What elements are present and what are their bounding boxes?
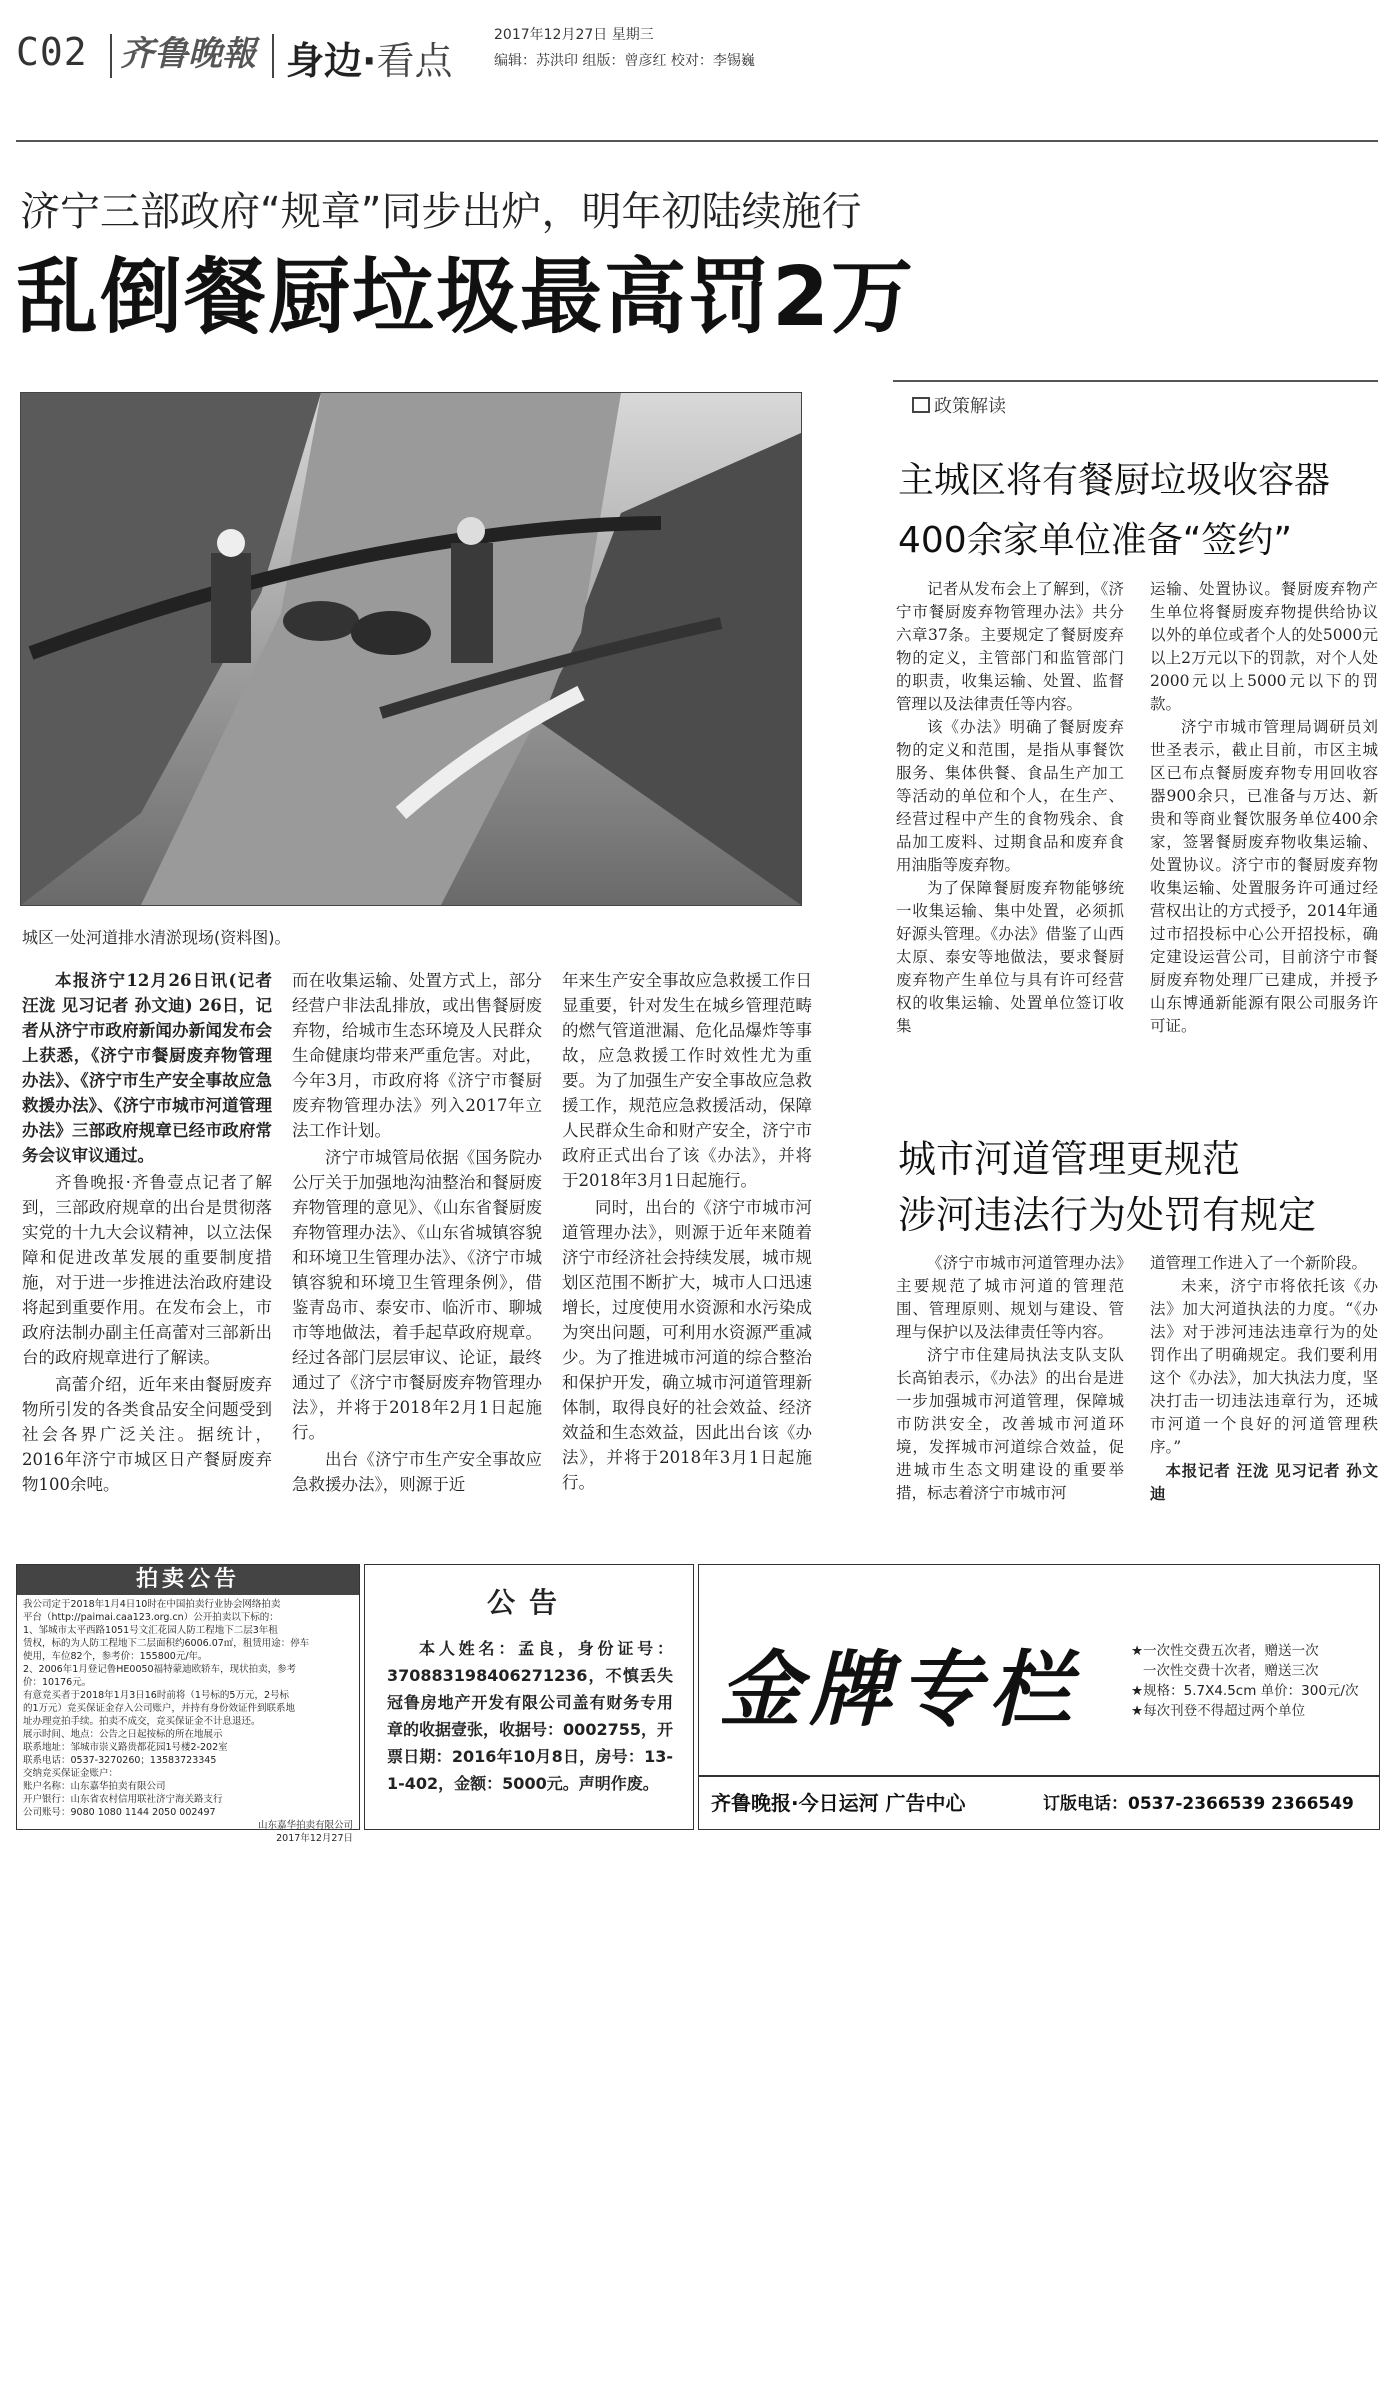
paragraph: 该《办法》明确了餐厨废弃物的定义和范围，是指从事餐饮服务、集体供餐、食品生产加工等活动的单位和个人，在生产、经营过程中产生的食物残余、食品加工废料、过期食品和废弃食用油脂等废弃物。: [896, 718, 1124, 874]
paragraph: 记者从发布会上了解到，《济宁市餐厨废弃物管理办法》共分六章37条。主要规定了餐厨废弃物的定义，主管部门和监管部门的职责，收集运输、处置、监督管理以及法律责任等内容。: [896, 580, 1124, 713]
auction-line: 联系电话：0537-3270260；13583723345: [23, 1755, 217, 1766]
article-subtitle: 济宁三部政府“规章”同步出炉，明年初陆续施行: [20, 189, 862, 235]
sidebar-headline-1: 主城区将有餐厨垃圾收容器: [898, 460, 1331, 501]
newspaper-logo: 齐鲁晚報: [120, 34, 256, 74]
auction-signature: 山东嘉华拍卖有限公司: [257, 1820, 353, 1831]
sidebar-headline-2: 400余家单位准备“签约”: [898, 520, 1293, 561]
header-rule: [16, 140, 1378, 142]
gold-ad-term: ★规格：5.7X4.5cm 单价：300元/次: [1131, 1683, 1359, 1699]
auction-line: 我公司定于2018年1月4日10时在中国拍卖行业协会网络拍卖: [23, 1599, 281, 1610]
gold-ad-term: ★每次刊登不得超过两个单位: [1131, 1703, 1306, 1719]
paragraph: 未来，济宁市将依托该《办法》加大河道执法的力度。“《办法》对于涉河违法违章行为的处罚作出了明确规定。我们要利用这个《办法》，加大执法力度，坚决打击一切违法违章行为，还城市河道一个良好的河道管理秩序。”: [1150, 1277, 1378, 1456]
auction-line: 价：10176元。: [23, 1677, 92, 1688]
photo-caption: 城区一处河道排水清淤现场(资料图)。: [22, 928, 291, 947]
article-column-2: [292, 968, 542, 1499]
section-title: [286, 30, 452, 85]
auction-date: 2017年12月27日: [276, 1833, 353, 1844]
paragraph: 《济宁市城市河道管理办法》主要规范了城市河道的管理范围、管理原则、规划与建设、管理与保护以及法律责任等内容。: [896, 1254, 1124, 1341]
sidebar-s2-right: [1150, 1252, 1378, 1505]
article-headline: 乱倒餐厨垃圾最高罚2万: [16, 250, 916, 345]
auction-line: 赁权，标的为人防工程地下二层面积约6006.07㎡，租赁用途：停车: [23, 1638, 310, 1649]
page-number: C02: [16, 30, 88, 74]
notice-title: 公告: [486, 1586, 571, 1619]
paragraph: 年来生产安全事故应急救援工作日显重要，针对发生在城乡管理范畴的燃气管道泄漏、危化品爆炸等事故，应急救援工作时效性尤为重要。为了加强生产安全事故应急救援工作，规范应急救援活动，保障人民群众生命和财产安全，济宁市政府正式出台了该《办法》，并将于2018年3月1日起施行。: [562, 971, 812, 1190]
gold-ad-footer-left: 齐鲁晚报·今日运河 广告中心: [711, 1791, 966, 1815]
sidebar-s1-left: [896, 578, 1124, 1038]
paragraph: 而在收集运输、处置方式上，部分经营户非法乱排放，或出售餐厨废弃物，给城市生态环境及人民群众生命健康均带来严重危害。对此，今年3月，市政府将《济宁市餐厨废弃物管理办法》列入2017年立法工作计划。: [292, 971, 542, 1140]
sidebar-kicker: [912, 392, 1006, 418]
auction-line: 账户名称：山东嘉华拍卖有限公司: [23, 1781, 166, 1792]
notice-body: 本人姓名：孟良，身份证号：370883198406271236，不慎丢失冠鲁房地产开发有限公司盖有财务专用章的收据壹张，收据号：0002755，开票日期：2016年10月8日，房号：13-1-402，金额：5000元。声明作废。: [387, 1639, 673, 1793]
page-header: [16, 22, 1378, 82]
issue-date: 2017年12月27日 星期三: [494, 27, 654, 43]
article-column-3: [562, 968, 812, 1497]
paragraph: 济宁市城市管理局调研员刘世圣表示，截止目前，市区主城区已布点餐厨废弃物专用回收容器900余只，已准备与万达、新贵和等商业餐饮服务单位400余家，签署餐厨废弃物收集运输、处置协议。济宁市的餐厨废弃物收集运输、处置服务许可通过经营权出让的方式授予，2014年通过市招投标中心公开招投标，确定建设运营公司，目前济宁市餐厨废弃物处理厂已建成，并授予山东博通新能源有限公司服务许可证。: [1150, 718, 1378, 1035]
auction-line: 公司账号：9080 1080 1144 2050 002497: [23, 1807, 216, 1818]
auction-title: 拍卖公告: [17, 1565, 359, 1595]
gold-ad-term: 一次性交费十次者，赠送三次: [1143, 1663, 1319, 1679]
paragraph: 齐鲁晚报·齐鲁壹点记者了解到，三部政府规章的出台是贯彻落实党的十九大会议精神，以立法保障和促进改革发展的重要制度措施，对于进一步推进法治政府建设将起到重要作用。在发布会上，市政府法制办副主任高蕾对三部新出台的政府规章进行了解读。: [22, 1173, 272, 1367]
auction-line: 2、2006年1月登记鲁HE0050福特蒙迪欧轿车，现状拍卖，参考: [23, 1664, 297, 1675]
paragraph: 运输、处置协议。餐厨废弃物产生单位将餐厨废弃物提供给协议以外的单位或者个人的处5000元以上2万元以下的罚款，对个人处2000元以上5000元以下的罚款。: [1150, 580, 1378, 713]
header-divider: [110, 34, 112, 78]
gold-ad-footer-right: 订版电话：0537-2366539 2366549: [1043, 1794, 1354, 1814]
sidebar-top-rule: [893, 380, 1378, 382]
sidebar-s2-left: [896, 1252, 1124, 1505]
auction-line: 的1万元）竞买保证金存入公司账户，并持有身份效证件到联系地: [23, 1703, 296, 1714]
auction-line: 展示时间、地点：公告之日起按标的所在地展示: [23, 1729, 223, 1740]
header-divider: [272, 34, 274, 78]
section-title-b: 看点: [376, 39, 453, 83]
section-title-sep: ·: [362, 39, 377, 83]
auction-line: 有意竞买者于2018年1月3日16时前将（1号标的5万元，2号标: [23, 1690, 289, 1701]
auction-line: 平台（http://paimai.caa123.org.cn）公开拍卖以下标的：: [23, 1612, 279, 1623]
paragraph: 同时，出台的《济宁市城市河道管理办法》，则源于近年来随着济宁市经济社会持续发展，城市规划区范围不断扩大，城市人口迅速增长，过度使用水资源和水污染成为突出问题，可利用水资源严重减少。为了推进城市河道的综合整治和保护开发，确立城市河道管理新体制，取得良好的社会效益、经济效益和生态效益，因此出台该《办法》，并将于2018年3月1日起施行。: [562, 1198, 812, 1492]
sidebar-s1-right: [1150, 578, 1378, 1038]
auction-line: 交纳竞买保证金账户：: [23, 1768, 119, 1779]
box-icon: [912, 397, 930, 413]
auction-line: 开户银行：山东省农村信用联社济宁海关路支行: [23, 1794, 223, 1805]
staff-credits: 编辑：苏洪印 组版：曾彦红 校对：李锡巍: [494, 53, 755, 69]
paragraph: 济宁市城管局依据《国务院办公厅关于加强地沟油整治和餐厨废弃物管理的意见》、《山东省餐厨废弃物管理办法》、《山东省城镇容貌和环境卫生管理办法》、《济宁市城镇容貌和环境卫生管理条例》，借鉴青岛市、泰安市、临沂市、聊城市等地做法，着手起草政府规章。经过各部门层层审议、论证，最终通过了《济宁市餐厨废弃物管理办法》，并将于2018年2月1日起施行。: [292, 1148, 542, 1442]
gold-ad-divider: [699, 1775, 1379, 1777]
paragraph: 高蕾介绍，近年来由餐厨废弃物所引发的各类食品安全问题受到社会各界广泛关注。据统计，2016年济宁市城区日产餐厨废弃物100余吨。: [22, 1375, 272, 1494]
public-notice: [364, 1564, 694, 1830]
sidebar-headline-4: 涉河违法行为处罚有规定: [898, 1193, 1317, 1237]
auction-body: [17, 1595, 359, 1848]
auction-line: 使用，车位82个，参考价：155800元/年。: [23, 1651, 208, 1662]
paragraph: 出台《济宁市生产安全事故应急救援办法》，则源于近: [292, 1450, 542, 1494]
gold-ad-title: 金牌专栏: [719, 1642, 1079, 1738]
paragraph: 本报济宁12月26日讯(记者 汪泷 见习记者 孙文迪) 26日，记者从济宁市政府新闻办新闻发布会上获悉，《济宁市餐厨废弃物管理办法》、《济宁市生产安全事故应急救援办法》、《济宁市城市河道管理办法》三部政府规章已经市政府常务会议审议通过。: [22, 971, 272, 1165]
auction-line: 址办理竞拍手续。拍卖不成交，竞买保证金不计息退还。: [23, 1716, 261, 1727]
article-column-1: [22, 968, 272, 1499]
byline: 本报记者 汪泷 见习记者 孙文迪: [1150, 1461, 1378, 1503]
auction-notice: [16, 1564, 360, 1844]
sidebar-headline-3: 城市河道管理更规范: [898, 1137, 1241, 1181]
sidebar-kicker-label: 政策解读: [934, 396, 1006, 417]
paragraph: 为了保障餐厨废弃物能够统一收集运输、集中处置，必须抓好源头管理。《办法》借鉴了山西太原、泰安等地做法，要求餐厨废弃物产生单位与具有许可经营权的收集运输、处置单位签订收集: [896, 879, 1124, 1035]
section-title-a: 身边: [286, 39, 363, 83]
gold-ad-terms: [1131, 1641, 1358, 1721]
news-photo: [20, 392, 802, 906]
auction-line: 联系地址：邹城市崇义路贵都花园1号楼2-202室: [23, 1742, 228, 1753]
gold-ad-term: ★一次性交费五次者，赠送一次: [1131, 1643, 1319, 1659]
paragraph: 济宁市住建局执法支队支队长高铂表示，《办法》的出台是进一步加强城市河道管理，保障城市防洪安全，改善城市河道环境，发挥城市河道综合效益，促进城市生态文明建设的重要举措，标志着济宁市城市河: [896, 1346, 1124, 1502]
gold-column-ad: [698, 1564, 1380, 1830]
paragraph: 道管理工作进入了一个新阶段。: [1150, 1254, 1368, 1272]
auction-line: 1、邹城市太平西路1051号文汇花园人防工程地下二层3年租: [23, 1625, 278, 1636]
